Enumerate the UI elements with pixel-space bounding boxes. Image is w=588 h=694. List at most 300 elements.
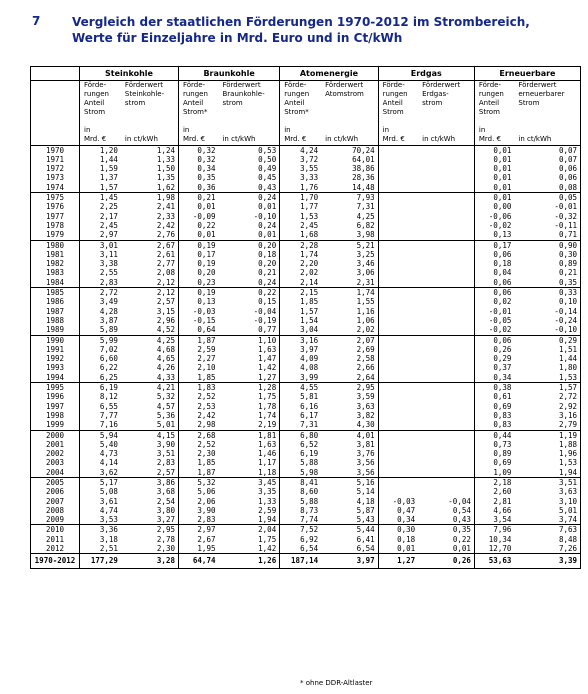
value-cell: 3,72	[300, 154, 319, 164]
value-cell: 0,89	[514, 259, 580, 268]
value-cell: 3,56	[321, 468, 378, 478]
year-cell: 1983	[31, 268, 80, 277]
subheader-cell: Förderwert	[218, 81, 279, 91]
total-cell: 1,27	[378, 554, 418, 569]
table-row	[31, 345, 581, 354]
value-cell: 2,79	[514, 420, 580, 430]
value-cell: 6,80	[300, 430, 319, 440]
value-cell: 0,30	[514, 250, 580, 259]
value-cell: 1,42	[218, 363, 279, 372]
subheader-cell: Strom	[478, 108, 500, 116]
subheader-cell: Erdgas-	[418, 90, 474, 99]
value-cell: 4,57	[121, 402, 179, 411]
value-cell: 2,67	[121, 240, 179, 250]
value-cell: 3,98	[321, 230, 378, 240]
year-cell: 1980	[31, 240, 80, 250]
value-cell: 0,45	[218, 173, 279, 182]
value-cell: 0,21	[514, 268, 580, 277]
value-cell: 0,38	[493, 383, 512, 393]
year-cell: 1977	[31, 212, 80, 221]
table-row	[31, 487, 581, 496]
value-cell	[418, 193, 474, 203]
value-cell: 0,83	[493, 410, 512, 420]
value-cell: 1,37	[99, 173, 118, 183]
subsidy-table	[30, 66, 581, 569]
value-cell: 7,96	[493, 525, 512, 535]
value-cell: 5,14	[321, 487, 378, 496]
value-cell: 1,74	[300, 249, 319, 259]
value-cell: 0,50	[218, 155, 279, 164]
year-cell: 1984	[31, 278, 80, 288]
year-cell: 1989	[31, 325, 80, 335]
value-cell: 0,73	[493, 439, 512, 449]
value-cell: 5,43	[321, 515, 378, 525]
subheader-cell	[418, 108, 474, 117]
value-cell: 3,62	[80, 468, 121, 478]
value-cell: 1,06	[321, 316, 378, 325]
subheader-cell	[218, 108, 279, 117]
subheader-cell: Anteil	[84, 99, 105, 107]
value-cell	[378, 212, 418, 221]
table-row	[31, 250, 581, 259]
year-header-cell	[31, 90, 80, 99]
value-cell: 2,69	[321, 345, 378, 354]
value-cell: 0,01	[474, 183, 514, 193]
value-cell	[418, 458, 474, 467]
value-cell: -0,04	[418, 497, 474, 506]
unit-cell: in	[182, 126, 190, 134]
group-steinkohle: Steinkohle	[80, 67, 179, 81]
value-cell	[418, 259, 474, 268]
year-cell: 1994	[31, 373, 80, 383]
table-row	[31, 240, 581, 250]
value-cell: 0,01	[493, 145, 512, 155]
value-cell: 6,41	[321, 535, 378, 544]
value-cell: 3,68	[121, 487, 179, 496]
value-cell: 1,85	[300, 297, 319, 307]
value-cell: 2,45	[300, 220, 319, 230]
value-cell: 4,26	[121, 363, 179, 372]
unit-cell: in ct/kWh	[321, 135, 378, 145]
value-cell: 2,66	[321, 363, 378, 372]
value-cell: 2,78	[121, 535, 179, 544]
year-cell: 1971	[31, 155, 80, 164]
value-cell: 1,68	[280, 230, 321, 240]
value-cell: 0,01	[378, 544, 418, 554]
value-cell: 3,25	[321, 250, 378, 259]
value-cell	[418, 173, 474, 182]
value-cell	[418, 468, 474, 478]
value-cell: 0,06	[493, 249, 512, 259]
spacer-cell	[474, 117, 514, 126]
table-row	[31, 325, 581, 335]
value-cell: 5,01	[121, 420, 179, 430]
value-cell: 0,89	[493, 449, 512, 459]
value-cell: 1,28	[218, 383, 279, 393]
value-cell	[378, 288, 418, 298]
value-cell: 2,97	[80, 230, 121, 240]
value-cell: 7,93	[321, 193, 378, 203]
value-cell: 1,98	[121, 193, 179, 203]
value-cell: 0,32	[197, 145, 216, 155]
value-cell: 2,12	[121, 278, 179, 288]
value-cell: 3,74	[514, 515, 580, 525]
value-cell	[378, 477, 418, 487]
value-cell: 10,34	[488, 534, 512, 544]
value-cell: 70,24	[321, 145, 378, 155]
subheader-cell: Anteil	[478, 99, 500, 107]
value-cell: 5,21	[321, 240, 378, 250]
table-row	[31, 420, 581, 430]
value-cell: -0,10	[218, 212, 279, 221]
table-row	[31, 363, 581, 372]
subheader-cell	[514, 108, 580, 117]
year-cell: 1992	[31, 354, 80, 363]
value-cell: 0,06	[493, 335, 512, 345]
value-cell: 5,32	[121, 392, 179, 401]
subheader-cell: Förde-	[182, 81, 206, 89]
value-cell: 2,17	[99, 211, 118, 221]
year-cell: 2008	[31, 506, 80, 515]
value-cell: 6,19	[99, 383, 118, 393]
subheader-cell: rungen	[284, 90, 310, 98]
year-cell: 1998	[31, 411, 80, 420]
value-cell: 2,83	[80, 278, 121, 288]
value-cell: 1,57	[300, 306, 319, 316]
value-cell: 0,22	[218, 288, 279, 298]
table-row	[31, 307, 581, 316]
value-cell: 0,35	[418, 525, 474, 535]
year-cell: 1996	[31, 392, 80, 401]
value-cell: 5,98	[280, 468, 321, 478]
unit-cell	[514, 126, 580, 135]
value-cell: 0,77	[218, 325, 279, 335]
year-cell: 1985	[31, 288, 80, 298]
value-cell: 2,51	[80, 544, 121, 554]
subheader-cell: rungen	[478, 90, 504, 98]
value-cell: 0,61	[493, 392, 512, 402]
value-cell	[418, 316, 474, 325]
value-cell: 3,15	[121, 307, 179, 316]
value-cell: 3,11	[99, 249, 118, 259]
value-cell: 0,18	[218, 250, 279, 259]
value-cell: 1,46	[218, 449, 279, 458]
value-cell: 0,23	[178, 278, 218, 288]
table-row	[31, 430, 581, 440]
value-cell: 0,33	[514, 288, 580, 298]
value-cell: 4,09	[300, 354, 319, 364]
year-cell: 1997	[31, 402, 80, 411]
table-row	[31, 535, 581, 544]
value-cell	[378, 193, 418, 203]
value-cell: 6,54	[321, 544, 378, 554]
value-cell: 5,32	[197, 477, 216, 487]
spacer-cell	[218, 117, 279, 126]
unit-row	[31, 126, 581, 135]
value-cell: 0,13	[474, 230, 514, 240]
value-cell: 5,81	[300, 392, 319, 402]
table-row	[31, 515, 581, 525]
value-cell: 2,81	[493, 496, 512, 506]
value-cell: 3,51	[121, 449, 179, 458]
total-cell: 3,39	[514, 554, 580, 569]
value-cell: 1,47	[218, 354, 279, 363]
value-cell: 1,57	[514, 383, 580, 393]
value-cell	[418, 278, 474, 288]
year-cell: 2003	[31, 458, 80, 467]
value-cell: 1,09	[474, 468, 514, 478]
value-cell: 2,06	[197, 496, 216, 506]
spacer-cell	[178, 117, 218, 126]
value-cell: 0,20	[218, 259, 279, 268]
value-cell: 1,78	[218, 402, 279, 411]
subheader-cell: Förde-	[382, 81, 405, 89]
table-row	[31, 155, 581, 164]
subheader-cell: Förderwert	[418, 81, 474, 91]
value-cell: -0,24	[514, 316, 580, 325]
value-cell: 1,75	[218, 392, 279, 401]
value-cell: 2,10	[197, 363, 216, 373]
year-unit-cell	[31, 126, 80, 135]
table-row	[31, 316, 581, 325]
value-cell: 1,53	[514, 373, 580, 383]
value-cell: 2,57	[121, 297, 179, 306]
value-cell: 28,36	[321, 173, 378, 182]
value-cell: 0,49	[218, 164, 279, 173]
value-cell: 2,41	[121, 202, 179, 211]
value-cell: 5,94	[99, 430, 118, 440]
value-cell: 8,12	[99, 392, 118, 402]
subheader-cell: Strom	[84, 108, 106, 116]
value-cell: 3,61	[99, 496, 118, 506]
value-cell: 0,17	[197, 249, 216, 259]
value-cell: -0,01	[514, 202, 580, 211]
table-row	[31, 506, 581, 515]
table-row	[31, 145, 581, 155]
year-cell: 1970	[31, 145, 80, 155]
value-cell: 0,01	[493, 173, 512, 183]
value-cell: 4,18	[321, 497, 378, 506]
value-cell	[378, 449, 418, 458]
value-cell	[418, 297, 474, 306]
value-cell: 0,35	[197, 173, 216, 183]
total-cell: 53,63	[474, 554, 514, 569]
unit-cell	[121, 126, 179, 135]
value-cell: 6,60	[99, 354, 118, 364]
value-cell: 3,10	[514, 497, 580, 506]
total-cell: 177,29	[80, 554, 121, 569]
year-cell: 2011	[31, 535, 80, 544]
value-cell: 2,20	[300, 259, 319, 269]
value-cell: 0,06	[474, 278, 514, 288]
value-cell: 3,18	[99, 534, 118, 544]
value-cell: 3,16	[514, 411, 580, 420]
subheader-cell: rungen	[182, 90, 208, 98]
value-cell: 2,97	[197, 525, 216, 535]
value-cell: 0,71	[514, 230, 580, 240]
value-cell: 3,90	[197, 505, 216, 515]
value-cell: 3,97	[300, 344, 319, 354]
value-cell: 3,86	[121, 477, 179, 487]
subheader-cell: Atomstrom	[321, 90, 378, 99]
value-cell: -0,15	[192, 315, 216, 325]
value-cell: 0,17	[493, 240, 512, 250]
value-cell: 0,05	[514, 193, 580, 203]
value-cell: 1,16	[321, 307, 378, 316]
value-cell: 0,02	[493, 297, 512, 307]
value-cell: 3,45	[218, 477, 279, 487]
table-row	[31, 392, 581, 401]
value-cell: 0,29	[514, 335, 580, 345]
value-cell: 0,07	[514, 145, 580, 155]
group-erneuerbare: Erneuerbare	[474, 67, 580, 81]
value-cell: 2,58	[321, 354, 378, 363]
year-cell: 1995	[31, 383, 80, 393]
value-cell	[378, 278, 418, 288]
value-cell: 0,64	[178, 325, 218, 335]
value-cell: 2,59	[197, 344, 216, 354]
value-cell: 0,29	[493, 354, 512, 364]
value-cell: -0,01	[488, 306, 512, 316]
value-cell	[378, 240, 418, 250]
value-cell: 2,27	[197, 354, 216, 364]
value-cell	[418, 212, 474, 221]
year-cell: 1991	[31, 345, 80, 354]
value-cell: 1,54	[300, 315, 319, 325]
value-cell: -0,09	[192, 211, 216, 221]
value-cell: 2,92	[514, 402, 580, 411]
value-cell: 1,53	[300, 211, 319, 221]
year-unit-cell	[31, 135, 80, 145]
value-cell	[378, 316, 418, 325]
table-row	[31, 173, 581, 182]
value-cell: 38,86	[321, 164, 378, 173]
value-cell: 0,35	[514, 278, 580, 288]
value-cell	[418, 440, 474, 449]
value-cell: 1,20	[99, 145, 118, 155]
value-cell: 4,21	[121, 383, 179, 393]
total-label: 1970-2012	[31, 554, 80, 569]
subheader-cell: erneuerbarer	[514, 90, 580, 99]
value-cell: 0,22	[418, 535, 474, 544]
value-cell: 2,67	[197, 534, 216, 544]
table-row	[31, 354, 581, 363]
value-cell	[418, 363, 474, 372]
value-cell: 5,40	[99, 439, 118, 449]
value-cell: -0,06	[488, 211, 512, 221]
value-cell: 3,87	[99, 315, 118, 325]
value-cell	[378, 458, 418, 467]
table-row	[31, 268, 581, 277]
value-cell: 2,68	[197, 430, 216, 440]
total-cell: 64,74	[178, 554, 218, 569]
value-cell: -0,11	[514, 221, 580, 230]
value-cell: 2,18	[493, 477, 512, 487]
value-cell	[418, 383, 474, 393]
value-cell: 0,26	[493, 344, 512, 354]
table-row	[31, 468, 581, 478]
value-cell: 3,53	[80, 515, 121, 525]
value-cell: 0,21	[197, 193, 216, 203]
value-cell: 0,24	[218, 278, 279, 288]
value-cell: 2,60	[493, 487, 512, 497]
value-cell: 1,44	[99, 154, 118, 164]
value-cell: 6,55	[99, 401, 118, 411]
total-cell: 187,14	[280, 554, 321, 569]
value-cell: 0,43	[218, 183, 279, 193]
value-cell: 2,52	[197, 392, 216, 402]
table-row	[31, 335, 581, 345]
value-cell: 5,88	[300, 458, 319, 468]
value-cell: 1,87	[178, 468, 218, 478]
value-cell: 0,00	[493, 202, 512, 212]
value-cell: 6,54	[280, 544, 321, 554]
value-cell: 1,24	[121, 145, 179, 155]
subheader-cell: Strom	[514, 99, 580, 108]
value-cell: 0,01	[493, 193, 512, 203]
table-row	[31, 183, 581, 193]
year-header-cell	[31, 108, 80, 117]
value-cell: -0,14	[514, 307, 580, 316]
unit-cell: in ct/kWh	[418, 135, 474, 145]
value-cell: 2,61	[121, 250, 179, 259]
value-cell: 2,31	[321, 278, 378, 288]
value-cell: 2,59	[218, 506, 279, 515]
spacer-cell	[80, 117, 121, 126]
value-cell: 0,37	[493, 363, 512, 373]
value-cell: 2,76	[121, 230, 179, 240]
value-cell: 3,56	[321, 458, 378, 467]
total-cell: 3,28	[121, 554, 179, 569]
subheader-cell: Förde-	[84, 81, 107, 89]
value-cell	[418, 221, 474, 230]
group-atomenergie: Atomenergie	[280, 67, 378, 81]
value-cell	[418, 240, 474, 250]
value-cell: 2,30	[197, 449, 216, 459]
value-cell: 4,65	[121, 354, 179, 363]
value-cell: 1,57	[80, 183, 121, 193]
year-cell: 1999	[31, 420, 80, 430]
subheader-cell: Förderwert	[121, 81, 179, 91]
value-cell: 7,77	[99, 410, 118, 420]
subheader-cell: Strom*	[182, 108, 208, 116]
year-cell: 2009	[31, 515, 80, 525]
value-cell: 2,64	[321, 373, 378, 383]
value-cell: 3,59	[321, 392, 378, 401]
value-cell: 2,95	[321, 383, 378, 393]
value-cell: 1,63	[218, 440, 279, 449]
value-cell: 2,45	[99, 220, 118, 230]
spacer-cell	[31, 117, 80, 126]
value-cell: 0,18	[493, 259, 512, 269]
value-cell: 2,95	[121, 525, 179, 535]
unit-cell: Mrd. €	[80, 135, 121, 145]
table-row	[31, 297, 581, 306]
value-cell: 7,52	[300, 525, 319, 535]
value-cell: 4,52	[121, 325, 179, 335]
value-cell	[378, 373, 418, 383]
value-cell: 3,38	[99, 259, 118, 269]
value-cell: 3,33	[300, 173, 319, 183]
value-cell: 0,22	[197, 220, 216, 230]
subheader-cell	[121, 108, 179, 117]
value-cell: 0,01	[178, 230, 218, 240]
value-cell: 3,76	[321, 449, 378, 458]
unit-cell: in	[284, 126, 291, 134]
value-cell: 2,07	[321, 335, 378, 345]
table-row	[31, 164, 581, 173]
value-cell: 3,04	[280, 325, 321, 335]
